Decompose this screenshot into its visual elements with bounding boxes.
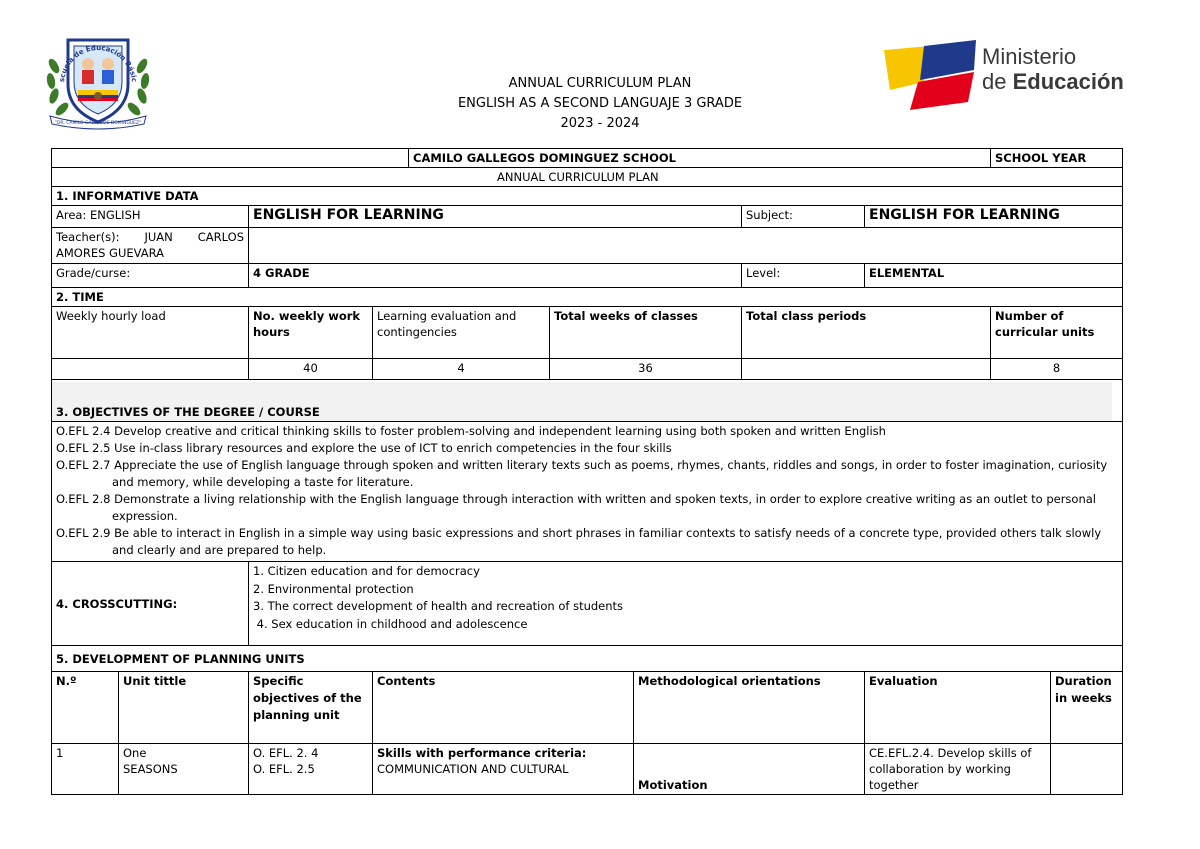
time-value-weekly-hours: 40 [249, 359, 373, 380]
section-time: 2. TIME [52, 288, 1123, 307]
time-value-evaluation: 4 [373, 359, 550, 380]
time-header-weekly-hours: No. weekly work hours [249, 307, 373, 359]
ministry-logo [884, 40, 1124, 112]
objective-item: O.EFL 2.7 Appreciate the use of English language through spoken and written literary texts such as poems, rhymes, chants, riddles and songs, in order to foster imagination, curiosity and memory, while developing a taste for literature. [56, 458, 1108, 489]
time-header-total-weeks: Total weeks of classes [550, 307, 742, 359]
section-objectives-label: 3. OBJECTIVES OF THE DEGREE / COURSE [52, 382, 1112, 421]
objective-item: O.EFL 2.4 Develop creative and critical thinking skills to foster problem-solving and independent learning using both spoken and written English [56, 424, 886, 438]
unit-duration [1051, 744, 1123, 795]
title-line-2: ENGLISH AS A SECOND LANGUAJE 3 GRADE [457, 96, 743, 111]
time-header-weekly-load: Weekly hourly load [52, 307, 249, 359]
objectives-list [52, 422, 1123, 562]
unit-methodology: Motivation [634, 744, 865, 795]
crosscutting-item: 2. Environmental protection [253, 581, 414, 596]
crosscutting-item: 3. The correct development of health and recreation of students [253, 599, 624, 613]
unit-evaluation [865, 744, 1051, 795]
section-objectives [52, 380, 1123, 422]
teacher-line-2: AMORES GUEVARA [56, 246, 165, 260]
ministry-logo-line2-prefix: de [982, 69, 1013, 94]
objective-item: O.EFL 2.5 Use in-class library resources and explore the use of ICT to enrich competencies in the four skills [56, 441, 672, 455]
unit-header-methodology: Methodological orientations [634, 672, 865, 744]
plan-label: ANNUAL CURRICULUM PLAN [52, 168, 1123, 187]
teacher-line-1: Teacher(s): JUAN CARLOS [56, 230, 244, 244]
school-year-label: SCHOOL YEAR [991, 149, 1123, 168]
unit-title-line-2: SEASONS [123, 762, 178, 776]
grade-value: 4 GRADE [249, 264, 742, 288]
teacher-label [52, 228, 249, 264]
subject-label: Subject: [742, 206, 865, 228]
unit-header-duration: Duration in weeks [1051, 672, 1123, 744]
school-name: CAMILO GALLEGOS DOMINGUEZ SCHOOL [409, 149, 991, 168]
unit-title-line-1: One [123, 746, 147, 760]
unit-contents [373, 744, 634, 795]
unit-evaluation-line-2: collaboration by working together [869, 762, 1011, 792]
area-label: Area: ENGLISH [52, 206, 249, 228]
unit-objective-1: O. EFL. 2. 4 [253, 746, 319, 760]
school-row-blank [52, 149, 409, 168]
crosscutting-label: 4. CROSSCUTTING: [52, 562, 249, 646]
unit-objective-2: O. EFL. 2.5 [253, 762, 315, 776]
section-informative-data: 1. INFORMATIVE DATA [52, 187, 1123, 206]
time-value-total-weeks: 36 [550, 359, 742, 380]
time-value-weekly-load [52, 359, 249, 380]
section-planning-units: 5. DEVELOPMENT OF PLANNING UNITS [52, 646, 1123, 672]
level-label: Level: [742, 264, 865, 288]
level-value: ELEMENTAL [865, 264, 1123, 288]
time-header-curricular-units: Number of curricular units [991, 307, 1123, 359]
ministry-flag-icon [884, 40, 976, 112]
seal-ribbon-text: "DR. CAMILO GALLEGOS DOMINGUEZ" [54, 121, 142, 126]
unit-header-title: Unit tittle [119, 672, 249, 744]
ministry-logo-line2-bold: Educación [1012, 69, 1124, 94]
seal-arc-text: scuela de Educación Básic [58, 43, 138, 83]
time-header-class-periods: Total class periods [742, 307, 991, 359]
crosscutting-item: 4. Sex education in childhood and adolescence [253, 616, 528, 631]
unit-number: 1 [52, 744, 119, 795]
objective-item: O.EFL 2.8 Demonstrate a living relationship with the English language through interaction with written and spoken texts, in order to explore creative writing as an outlet to personal expression. [56, 492, 1096, 523]
crosscutting-item: 1. Citizen education and for democracy [253, 564, 480, 578]
school-seal-logo [44, 26, 152, 130]
ministry-logo-line1: Ministerio [982, 44, 1077, 69]
objective-item: O.EFL 2.9 Be able to interact in English in a simple way using basic expressions and short phrases in familiar contexts to satisfy needs of a concrete type, provided others talk slowly and clearly and are prepared to help. [56, 526, 1102, 557]
unit-contents-line-2: COMMUNICATION AND CULTURAL [377, 762, 569, 776]
crosscutting-list [249, 562, 1123, 646]
unit-evaluation-line-1: CE.EFL.2.4. Develop skills of [869, 746, 1032, 760]
unit-objectives [249, 744, 373, 795]
curriculum-table [51, 148, 1123, 795]
unit-header-evaluation: Evaluation [865, 672, 1051, 744]
unit-contents-line-1: Skills with performance criteria: [377, 746, 587, 760]
unit-header-objectives: Specific objectives of the planning unit [249, 672, 373, 744]
unit-header-number: N.º [52, 672, 119, 744]
unit-title [119, 744, 249, 795]
time-value-class-periods [742, 359, 991, 380]
subject-value: ENGLISH FOR LEARNING [865, 206, 1123, 228]
time-header-evaluation: Learning evaluation and contingencies [373, 307, 550, 359]
document-title [400, 74, 800, 134]
area-value: ENGLISH FOR LEARNING [249, 206, 742, 228]
title-line-3: 2023 - 2024 [560, 116, 640, 131]
grade-label: Grade/curse: [52, 264, 249, 288]
title-line-1: ANNUAL CURRICULUM PLAN [508, 76, 692, 91]
unit-header-contents: Contents [373, 672, 634, 744]
time-value-curricular-units: 8 [991, 359, 1123, 380]
teacher-value [249, 228, 1123, 264]
